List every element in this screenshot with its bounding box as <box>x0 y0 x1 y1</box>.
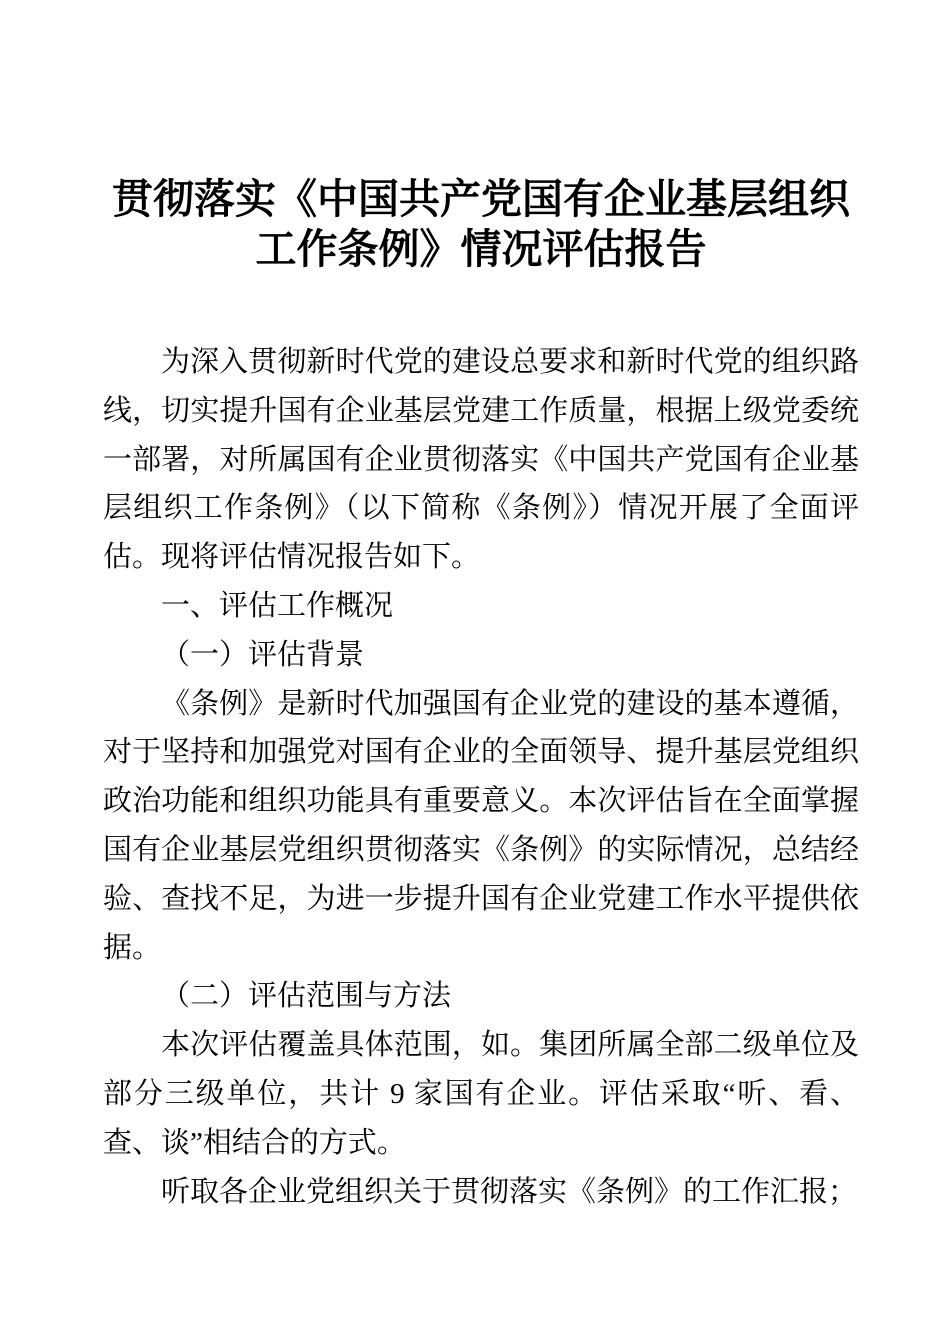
body-paragraph: 《条例》是新时代加强国有企业党的建设的基本遵循，对于坚持和加强党对国有企业的全面领导、提升基层党组织政治功能和组织功能具有重要意义。本次评估旨在全面掌握国有企业基层党组织贯彻落实《条例》的实际情况，总结经验、查找不足，为进一步提升国有企业党建工作水平提供依据。 <box>103 687 859 964</box>
body-paragraph: 听取各企业党组织关于贯彻落实《条例》的工作汇报； <box>161 1175 858 1208</box>
subsection-heading: （一）评估背景 <box>161 638 365 671</box>
section-heading: 一、评估工作概况 <box>161 589 394 622</box>
body-paragraph: 为深入贯彻新时代党的建设总要求和新时代党的组织路线，切实提升国有企业基层党建工作质量，根据上级党委统一部署，对所属国有企业贯彻落实《中国共产党国有企业基层组织工作条例》（以下简称《条例》）情况开展了全面评估。现将评估情况报告如下。 <box>103 346 859 574</box>
subsection-heading: （二）评估范围与方法 <box>161 980 452 1013</box>
page-title: 贯彻落实《中国共产党国有企业基层组织工作条例》情况评估报告 <box>112 176 850 272</box>
body-paragraph: 本次评估覆盖具体范围，如。集团所属全部二级单位及部分三级单位，共计 9 家国有企业。评估采取“听、看、查、谈”相结合的方式。 <box>103 1029 859 1159</box>
document-body <box>103 338 859 1216</box>
